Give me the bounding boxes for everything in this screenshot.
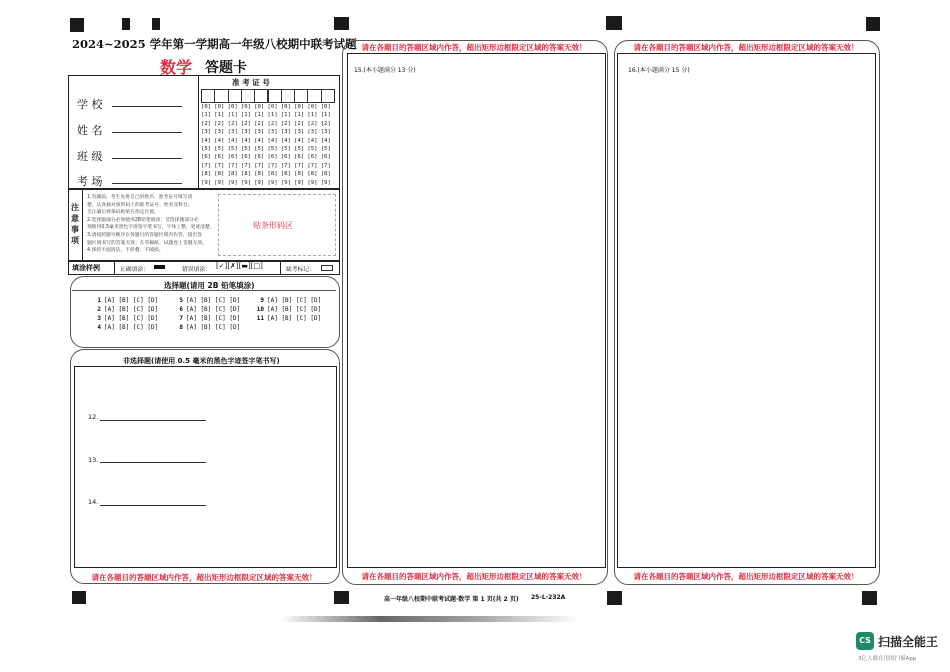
admission-digit-bubble[interactable]: [2] bbox=[307, 120, 318, 127]
choice-options[interactable]: [A] [B] [C] [D] bbox=[186, 315, 241, 322]
admission-digit-bubble[interactable]: [6] bbox=[214, 154, 225, 161]
admission-digit-bubble[interactable]: [7] bbox=[214, 162, 225, 169]
admission-digit-bubble[interactable]: [0] bbox=[320, 104, 331, 110]
admission-digit-bubble[interactable]: [1] bbox=[320, 112, 331, 119]
notes-line: 楚，认真核对条形码上的准考证号、姓名及科目。 bbox=[87, 202, 193, 208]
choice-options[interactable]: [A] [B] [C] [D] bbox=[267, 297, 322, 304]
admission-digit-bubble[interactable]: [8] bbox=[320, 171, 331, 178]
name-label: 姓 名 bbox=[77, 124, 103, 137]
nonchoice-title: 非选择题(请使用 0.5 毫米的黑色字迹签字笔书写) bbox=[123, 357, 280, 365]
admission-digit-bubble[interactable]: [6] bbox=[227, 154, 238, 161]
admission-digit-box[interactable] bbox=[294, 89, 308, 103]
choice-question-11[interactable] bbox=[254, 315, 321, 322]
registration-mark bbox=[334, 17, 349, 30]
admission-digit-bubble[interactable]: [1] bbox=[294, 112, 305, 119]
question-13-label: 13. bbox=[88, 456, 99, 464]
choice-question-3[interactable] bbox=[91, 315, 158, 322]
app-logo-icon: CS bbox=[856, 632, 874, 650]
choice-question-8[interactable] bbox=[173, 324, 240, 331]
admission-digit-bubble[interactable]: [5] bbox=[201, 146, 212, 152]
admission-digit-bubble[interactable]: [7] bbox=[240, 162, 251, 169]
admission-digit-bubble[interactable]: [0] bbox=[201, 104, 212, 110]
admission-digit-bubble[interactable]: [1] bbox=[214, 112, 225, 119]
missing-mark-label: 缺考标记： bbox=[286, 267, 315, 273]
admission-digit-bubble[interactable]: [2] bbox=[214, 120, 225, 127]
registration-mark bbox=[866, 17, 880, 31]
admission-digit-bubble[interactable]: [0] bbox=[294, 104, 305, 110]
notes-line: 题区域书写的答案无效；在草稿纸、试题卷上答题无效。 bbox=[87, 240, 207, 246]
admission-digit-bubble[interactable]: [6] bbox=[254, 154, 265, 161]
admission-digit-bubble[interactable]: [0] bbox=[254, 104, 265, 110]
admission-digit-bubble[interactable]: [4] bbox=[201, 137, 212, 144]
admission-digit-bubble[interactable]: [9] bbox=[267, 179, 278, 186]
notes-label: 注意事项 bbox=[71, 203, 79, 245]
admission-digit-bubble[interactable]: [8] bbox=[254, 171, 265, 178]
choice-options[interactable]: [A] [B] [C] [D] bbox=[104, 315, 159, 322]
admission-digit-bubble[interactable]: [3] bbox=[280, 129, 291, 136]
correct-fill-mark bbox=[154, 265, 165, 269]
admission-digit-bubble[interactable]: [1] bbox=[280, 112, 291, 119]
admission-digit-bubble[interactable]: [1] bbox=[267, 112, 278, 119]
admission-digit-bubble[interactable]: [9] bbox=[280, 179, 291, 186]
admission-digit-bubble[interactable]: [8] bbox=[240, 171, 251, 178]
admission-digit-bubble[interactable]: [0] bbox=[240, 104, 251, 110]
choice-title: 选择题(请用 2B 铅笔填涂) bbox=[164, 281, 255, 290]
admission-digit-bubble[interactable]: [5] bbox=[214, 146, 225, 152]
missing-mark-box[interactable] bbox=[321, 265, 333, 271]
choice-options[interactable]: [A] [B] [C] [D] bbox=[186, 306, 241, 313]
admission-digit-bubble[interactable]: [0] bbox=[227, 104, 238, 110]
choice-question-2[interactable] bbox=[91, 306, 158, 313]
admission-digit-bubble[interactable]: [0] bbox=[307, 104, 318, 110]
admission-digit-bubble[interactable]: [9] bbox=[201, 179, 212, 186]
class-field[interactable] bbox=[112, 158, 182, 159]
choice-question-number: 10 bbox=[256, 306, 264, 313]
admission-digit-bubble[interactable]: [1] bbox=[307, 112, 318, 119]
admission-digit-bubble[interactable]: [5] bbox=[320, 146, 331, 152]
admission-digit-bubble[interactable]: [7] bbox=[294, 162, 305, 169]
notes-line: 4.保持卡面清洁，不折叠、不破损。 bbox=[87, 248, 164, 254]
notes-line: 3.请按照题号顺序在各题目的答题区域内作答，超出答 bbox=[87, 233, 202, 238]
admission-digit-bubble[interactable]: [5] bbox=[267, 146, 278, 152]
admission-digit-bubble[interactable]: [7] bbox=[280, 162, 291, 169]
school-label: 学 校 bbox=[77, 98, 103, 111]
admission-digit-box[interactable] bbox=[201, 89, 215, 103]
admission-digit-bubble[interactable]: [5] bbox=[294, 146, 305, 152]
admission-digit-bubble[interactable]: [7] bbox=[227, 162, 238, 169]
q16-title: 16.(本小题满分 15 分) bbox=[628, 67, 690, 74]
registration-mark bbox=[606, 16, 622, 30]
barcode-label: 贴条形码区 bbox=[253, 221, 293, 230]
registration-mark bbox=[152, 18, 160, 30]
admission-digit-bubble[interactable]: [5] bbox=[280, 146, 291, 152]
admission-digit-bubble[interactable]: [0] bbox=[214, 104, 225, 110]
registration-mark bbox=[862, 591, 877, 605]
question-14-label: 14. bbox=[88, 498, 99, 506]
choice-options[interactable]: [A] [B] [C] [D] bbox=[186, 324, 241, 331]
notes-line: 须使用0.5毫米黑色字迹签字笔书写，字体工整、笔迹清楚。 bbox=[87, 225, 215, 231]
choice-options[interactable]: [A] [B] [C] [D] bbox=[104, 306, 159, 313]
admission-digit-bubble[interactable]: [9] bbox=[214, 179, 225, 186]
choice-question-10[interactable] bbox=[254, 306, 321, 313]
admission-digit-bubble[interactable]: [0] bbox=[280, 104, 291, 110]
admission-digit-bubble[interactable]: [4] bbox=[254, 137, 265, 144]
nonchoice-answer-box[interactable] bbox=[74, 366, 337, 568]
correct-fill-label: 正确填涂： bbox=[120, 267, 149, 273]
admission-digit-bubble[interactable]: [2] bbox=[227, 120, 238, 127]
choice-question-5[interactable] bbox=[173, 297, 240, 304]
room-label: 考 场 bbox=[77, 175, 103, 188]
choice-question-7[interactable] bbox=[173, 315, 240, 322]
admission-digit-bubble[interactable]: [6] bbox=[267, 154, 278, 161]
choice-question-4[interactable] bbox=[91, 324, 158, 331]
choice-question-number: 9 bbox=[260, 297, 264, 304]
admission-digit-bubble[interactable]: [2] bbox=[201, 120, 212, 127]
choice-question-number: 3 bbox=[97, 315, 101, 322]
admission-digit-bubble[interactable]: [8] bbox=[307, 171, 318, 178]
admission-digit-bubble[interactable]: [3] bbox=[294, 129, 305, 136]
admission-digit-bubble[interactable]: [3] bbox=[307, 129, 318, 136]
registration-mark bbox=[607, 591, 622, 605]
choice-question-number: 2 bbox=[97, 306, 101, 313]
admission-digit-bubble[interactable]: [7] bbox=[320, 162, 331, 169]
registration-mark bbox=[72, 591, 86, 604]
admission-digit-bubble[interactable]: [4] bbox=[267, 137, 278, 144]
fill-sample-label: 填涂样例 bbox=[72, 264, 100, 272]
choice-question-number: 8 bbox=[179, 324, 183, 331]
admission-digit-bubble[interactable]: [8] bbox=[227, 171, 238, 178]
admission-digit-bubble[interactable]: [4] bbox=[214, 137, 225, 144]
admission-digit-bubble[interactable]: [8] bbox=[280, 171, 291, 178]
choice-question-number: 4 bbox=[97, 324, 101, 331]
admission-digit-bubble[interactable]: [9] bbox=[227, 179, 238, 186]
admission-digit-bubble[interactable]: [3] bbox=[214, 129, 225, 136]
admission-digit-bubble[interactable]: [3] bbox=[254, 129, 265, 136]
app-name: 扫描全能王 bbox=[878, 635, 939, 649]
registration-mark bbox=[334, 591, 349, 604]
warning-footer: 请在各题目的答题区域内作答，超出矩形边框限定区域的答案无效！ bbox=[361, 572, 587, 581]
admission-digit-bubble[interactable]: [4] bbox=[227, 137, 238, 144]
choice-question-number: 11 bbox=[256, 315, 264, 322]
admission-digit-bubble[interactable]: [5] bbox=[240, 146, 251, 152]
choice-question-6[interactable] bbox=[173, 306, 240, 313]
admission-digit-box[interactable] bbox=[268, 89, 282, 103]
admission-digit-bubble[interactable]: [1] bbox=[227, 112, 238, 119]
admission-digit-bubble[interactable]: [5] bbox=[227, 146, 238, 152]
admission-digit-bubble[interactable]: [2] bbox=[267, 120, 278, 127]
admission-digit-bubble[interactable]: [0] bbox=[267, 104, 278, 110]
admission-digit-bubble[interactable]: [2] bbox=[240, 120, 251, 127]
admission-digit-bubble[interactable]: [9] bbox=[240, 179, 251, 186]
admission-digit-box[interactable] bbox=[281, 89, 295, 103]
admission-digit-bubble[interactable]: [8] bbox=[294, 171, 305, 178]
wrong-fill-marks: [✓][✗][▬][□] bbox=[216, 262, 263, 270]
question-12-label: 12. bbox=[88, 413, 99, 421]
admission-digit-bubble[interactable]: [7] bbox=[201, 162, 212, 169]
admission-digit-bubble[interactable]: [8] bbox=[267, 171, 278, 178]
admission-digit-bubble[interactable]: [2] bbox=[280, 120, 291, 127]
app-tagline: 3亿人都在用的扫描App bbox=[858, 656, 917, 662]
admission-digit-bubble[interactable]: [6] bbox=[201, 154, 212, 161]
class-label: 班 级 bbox=[77, 150, 103, 163]
admission-digit-bubble[interactable]: [9] bbox=[307, 179, 318, 186]
choice-options[interactable]: [A] [B] [C] [D] bbox=[267, 306, 322, 313]
registration-mark bbox=[70, 18, 84, 32]
admission-digit-bubble[interactable]: [5] bbox=[307, 146, 318, 152]
question-14-line[interactable] bbox=[100, 505, 206, 506]
choice-question-number: 1 bbox=[97, 297, 101, 304]
admission-digit-bubble[interactable]: [4] bbox=[294, 137, 305, 144]
notes-line: 2.选择题部分必须使用2B铅笔填涂；非选择题部分必 bbox=[87, 217, 199, 223]
admission-digit-bubble[interactable]: [1] bbox=[201, 112, 212, 119]
admission-digit-bubble[interactable]: [3] bbox=[201, 129, 212, 136]
admission-digit-bubble[interactable]: [3] bbox=[227, 129, 238, 136]
card-title: 答题卡 bbox=[205, 60, 247, 76]
admission-digit-bubble[interactable]: [6] bbox=[294, 154, 305, 161]
question-13-line[interactable] bbox=[100, 462, 206, 463]
admission-digit-box[interactable] bbox=[321, 89, 335, 103]
admission-digit-bubble[interactable]: [7] bbox=[254, 162, 265, 169]
choice-options[interactable]: [A] [B] [C] [D] bbox=[186, 297, 241, 304]
admission-digit-bubble[interactable]: [8] bbox=[214, 171, 225, 178]
admission-digit-bubble[interactable]: [6] bbox=[320, 154, 331, 161]
choice-question-9[interactable] bbox=[254, 297, 321, 304]
admission-digit-bubble[interactable]: [9] bbox=[254, 179, 265, 186]
notes-line: 全正确后将条码粘贴在指定位置。 bbox=[87, 210, 159, 216]
admission-digit-bubble[interactable]: [4] bbox=[280, 137, 291, 144]
admission-digit-box[interactable] bbox=[254, 89, 268, 103]
admission-digit-box[interactable] bbox=[307, 89, 321, 103]
admission-digit-bubble[interactable]: [9] bbox=[320, 179, 331, 186]
warning-footer: 请在各题目的答题区域内作答，超出矩形边框限定区域的答案无效！ bbox=[91, 573, 317, 582]
admission-digit-bubble[interactable]: [9] bbox=[294, 179, 305, 186]
admission-digit-bubble[interactable]: [7] bbox=[307, 162, 318, 169]
choice-question-number: 5 bbox=[179, 297, 183, 304]
exam-title: 2024~2025 学年第一学期高一年级八校期中联考试题 bbox=[72, 37, 357, 51]
choice-question-1[interactable] bbox=[91, 297, 158, 304]
school-field[interactable] bbox=[112, 106, 182, 107]
admission-digit-bubble[interactable]: [5] bbox=[254, 146, 265, 152]
admission-digit-bubble[interactable]: [4] bbox=[320, 137, 331, 144]
admission-label: 准 考 证 号 bbox=[232, 78, 270, 87]
choice-options[interactable]: [A] [B] [C] [D] bbox=[104, 297, 159, 304]
admission-digit-bubble[interactable]: [7] bbox=[267, 162, 278, 169]
q16-answer-box[interactable] bbox=[617, 53, 876, 568]
admission-digit-bubble[interactable]: [6] bbox=[307, 154, 318, 161]
choice-options[interactable]: [A] [B] [C] [D] bbox=[104, 324, 159, 331]
warning-footer: 请在各题目的答题区域内作答，超出矩形边框限定区域的答案无效！ bbox=[633, 572, 859, 581]
registration-mark bbox=[122, 18, 130, 30]
admission-digit-bubble[interactable]: [2] bbox=[294, 120, 305, 127]
choice-options[interactable]: [A] [B] [C] [D] bbox=[267, 315, 322, 322]
admission-digit-box[interactable] bbox=[228, 89, 242, 103]
q15-answer-box[interactable] bbox=[347, 53, 606, 568]
question-12-line[interactable] bbox=[100, 420, 206, 421]
choice-question-number: 7 bbox=[179, 315, 183, 322]
admission-digit-bubble[interactable]: [1] bbox=[240, 112, 251, 119]
admission-digit-bubble[interactable]: [4] bbox=[307, 137, 318, 144]
subject-title: 数学 bbox=[160, 58, 193, 77]
q15-title: 15.(本小题满分 13 分) bbox=[354, 67, 416, 74]
page-footer: 高一年级八校期中联考试题·数学 第 1 页(共 2 页) bbox=[384, 596, 519, 603]
admission-digit-bubble[interactable]: [1] bbox=[254, 112, 265, 119]
warning-header: 请在各题目的答题区域内作答，超出矩形边框限定区域的答案无效！ bbox=[361, 43, 587, 52]
admission-digit-box[interactable] bbox=[214, 89, 228, 103]
room-field[interactable] bbox=[112, 183, 182, 184]
page-code: 25-L-232A bbox=[531, 594, 566, 601]
scan-shadow bbox=[280, 616, 580, 622]
choice-question-number: 6 bbox=[179, 306, 183, 313]
admission-digit-bubble[interactable]: [4] bbox=[240, 137, 251, 144]
admission-digit-box[interactable] bbox=[241, 89, 255, 103]
admission-digit-bubble[interactable]: [3] bbox=[320, 129, 331, 136]
admission-digit-bubble[interactable]: [6] bbox=[240, 154, 251, 161]
admission-digit-bubble[interactable]: [2] bbox=[254, 120, 265, 127]
admission-digit-bubble[interactable]: [3] bbox=[240, 129, 251, 136]
notes-line: 1.答题前，考生先将自己的姓名、准考证号填写清 bbox=[87, 195, 193, 200]
admission-digit-bubble[interactable]: [3] bbox=[267, 129, 278, 136]
admission-digit-bubble[interactable]: [8] bbox=[201, 171, 212, 178]
admission-digit-bubble[interactable]: [2] bbox=[320, 120, 331, 127]
warning-header: 请在各题目的答题区域内作答，超出矩形边框限定区域的答案无效！ bbox=[633, 43, 859, 52]
name-field[interactable] bbox=[112, 132, 182, 133]
admission-digit-bubble[interactable]: [6] bbox=[280, 154, 291, 161]
wrong-fill-label: 错误填涂： bbox=[182, 267, 211, 273]
